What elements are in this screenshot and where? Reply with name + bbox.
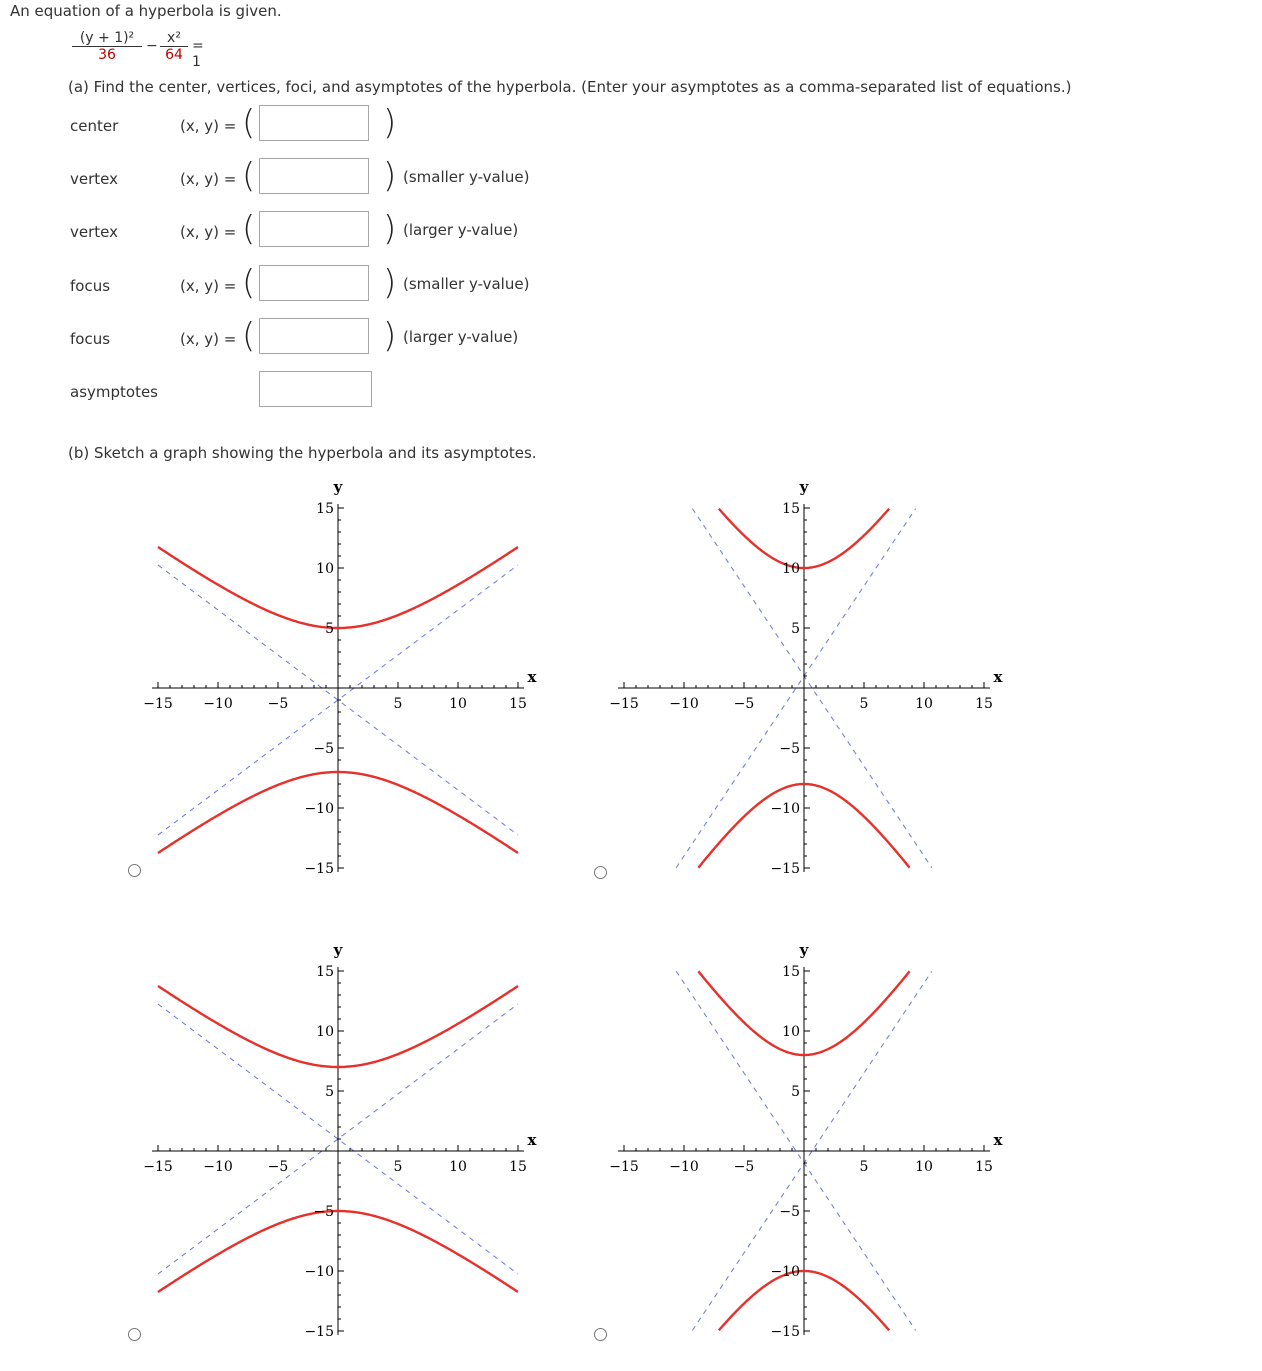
x-axis-label: x bbox=[993, 1131, 1003, 1149]
x-tick-label: −15 bbox=[609, 696, 639, 712]
x-tick-label: 10 bbox=[915, 1159, 933, 1175]
x-tick-label: 5 bbox=[859, 1159, 869, 1175]
x-tick-label: −15 bbox=[609, 1159, 639, 1175]
focus-larger-note: (larger y-value) bbox=[403, 328, 519, 346]
y-axis-label: y bbox=[799, 941, 809, 959]
y-tick-label: 10 bbox=[316, 561, 334, 577]
y-tick-label: −5 bbox=[313, 1204, 334, 1220]
graph-option-1[interactable] bbox=[128, 470, 548, 890]
row-label: center bbox=[70, 117, 119, 135]
graph-option-3[interactable] bbox=[128, 933, 548, 1353]
y-axis-label: y bbox=[799, 478, 809, 496]
x-term-numerator: x² bbox=[160, 30, 188, 47]
x-tick-label: −15 bbox=[143, 696, 173, 712]
x-tick-label: −10 bbox=[669, 1159, 699, 1175]
xy-prefix: (x, y) = bbox=[180, 117, 237, 135]
x-tick-label: −15 bbox=[143, 1159, 173, 1175]
x-tick-label: −10 bbox=[203, 1159, 233, 1175]
x-axis-label: x bbox=[527, 1131, 537, 1149]
x-tick-label: 15 bbox=[975, 696, 993, 712]
x-tick-label: 10 bbox=[449, 696, 467, 712]
y-tick-label: −5 bbox=[779, 741, 800, 757]
y-tick-label: −10 bbox=[770, 801, 800, 817]
y-tick-label: 5 bbox=[791, 1084, 800, 1100]
vertex-larger-note: (larger y-value) bbox=[403, 221, 519, 239]
x-tick-label: 5 bbox=[859, 696, 869, 712]
left-paren: ( bbox=[242, 156, 256, 196]
vertex-smaller-input[interactable] bbox=[259, 158, 369, 194]
vertex-smaller-note: (smaller y-value) bbox=[403, 168, 530, 186]
x-tick-label: 10 bbox=[915, 696, 933, 712]
left-paren: ( bbox=[242, 209, 256, 249]
x-axis-label: x bbox=[527, 668, 537, 686]
y-tick-label: 15 bbox=[782, 964, 800, 980]
focus-smaller-input[interactable] bbox=[259, 265, 369, 301]
x-term-denominator: 64 bbox=[165, 47, 183, 63]
x-tick-label: 15 bbox=[509, 1159, 527, 1175]
graph-option-1-plot bbox=[128, 470, 548, 890]
radio-option-2[interactable] bbox=[594, 866, 607, 879]
y-tick-label: −5 bbox=[313, 741, 334, 757]
x-tick-label: 5 bbox=[393, 696, 403, 712]
radio-option-3[interactable] bbox=[128, 1328, 141, 1341]
x-tick-label: −10 bbox=[203, 696, 233, 712]
part-a-instruction: (a) Find the center, vertices, foci, and asymptotes of the hyperbola. (Enter your asymptotes as a comma-separated list of equations.) bbox=[68, 78, 1072, 96]
right-paren: ) bbox=[383, 209, 397, 249]
graph-option-2-plot bbox=[594, 470, 1014, 890]
x-tick-label: −10 bbox=[669, 696, 699, 712]
x-tick-label: −5 bbox=[267, 1159, 289, 1175]
xy-prefix: (x, y) = bbox=[180, 170, 237, 188]
y-tick-label: −10 bbox=[304, 1264, 334, 1280]
y-tick-label: −10 bbox=[770, 1264, 800, 1280]
right-paren: ) bbox=[383, 156, 397, 196]
graph-option-3-plot bbox=[128, 933, 548, 1353]
xy-prefix: (x, y) = bbox=[180, 223, 237, 241]
y-tick-label: −15 bbox=[304, 861, 334, 877]
right-paren: ) bbox=[383, 263, 397, 303]
y-axis-label: y bbox=[333, 941, 343, 959]
focus-smaller-note: (smaller y-value) bbox=[403, 275, 530, 293]
x-tick-label: 5 bbox=[393, 1159, 403, 1175]
radio-option-1[interactable] bbox=[128, 864, 141, 877]
equals-one: = 1 bbox=[192, 38, 204, 70]
x-tick-label: 15 bbox=[975, 1159, 993, 1175]
row-label: focus bbox=[70, 277, 111, 295]
fraction-y-term bbox=[72, 30, 142, 63]
y-tick-label: 5 bbox=[325, 621, 334, 637]
y-term-denominator: 36 bbox=[98, 47, 116, 63]
y-tick-label: −5 bbox=[779, 1204, 800, 1220]
y-tick-label: 10 bbox=[316, 1024, 334, 1040]
x-tick-label: −5 bbox=[733, 696, 755, 712]
y-tick-label: 5 bbox=[325, 1084, 334, 1100]
fraction-x-term bbox=[160, 30, 188, 63]
row-label: focus bbox=[70, 330, 111, 348]
graph-option-4[interactable] bbox=[594, 933, 1014, 1353]
xy-prefix: (x, y) = bbox=[180, 277, 237, 295]
focus-larger-input[interactable] bbox=[259, 318, 369, 354]
graph-option-4-plot bbox=[594, 933, 1014, 1353]
vertex-larger-input[interactable] bbox=[259, 211, 369, 247]
minus-sign: − bbox=[146, 38, 158, 54]
y-tick-label: 10 bbox=[782, 561, 800, 577]
left-paren: ( bbox=[242, 263, 256, 303]
right-paren: ) bbox=[383, 103, 397, 143]
y-tick-label: 15 bbox=[316, 501, 334, 517]
intro-text: An equation of a hyperbola is given. bbox=[10, 2, 282, 20]
graph-option-2[interactable] bbox=[594, 470, 1014, 890]
y-tick-label: 15 bbox=[782, 501, 800, 517]
row-label: asymptotes bbox=[70, 383, 159, 401]
y-tick-label: −15 bbox=[304, 1324, 334, 1340]
part-b-instruction: (b) Sketch a graph showing the hyperbola and its asymptotes. bbox=[68, 444, 537, 462]
y-term-numerator: (y + 1)² bbox=[72, 30, 142, 47]
left-paren: ( bbox=[242, 103, 256, 143]
y-tick-label: 5 bbox=[791, 621, 800, 637]
row-label: vertex bbox=[70, 170, 118, 188]
asymptotes-input[interactable] bbox=[259, 371, 372, 407]
radio-option-4[interactable] bbox=[594, 1328, 607, 1341]
x-tick-label: 10 bbox=[449, 1159, 467, 1175]
y-tick-label: −15 bbox=[770, 861, 800, 877]
center-input[interactable] bbox=[259, 105, 369, 141]
row-label: vertex bbox=[70, 223, 118, 241]
x-tick-label: −5 bbox=[733, 1159, 755, 1175]
y-tick-label: 10 bbox=[782, 1024, 800, 1040]
right-paren: ) bbox=[383, 316, 397, 356]
x-tick-label: 15 bbox=[509, 696, 527, 712]
x-tick-label: −5 bbox=[267, 696, 289, 712]
left-paren: ( bbox=[242, 316, 256, 356]
xy-prefix: (x, y) = bbox=[180, 330, 237, 348]
y-axis-label: y bbox=[333, 478, 343, 496]
y-tick-label: −10 bbox=[304, 801, 334, 817]
y-tick-label: 15 bbox=[316, 964, 334, 980]
x-axis-label: x bbox=[993, 668, 1003, 686]
y-tick-label: −15 bbox=[770, 1324, 800, 1340]
